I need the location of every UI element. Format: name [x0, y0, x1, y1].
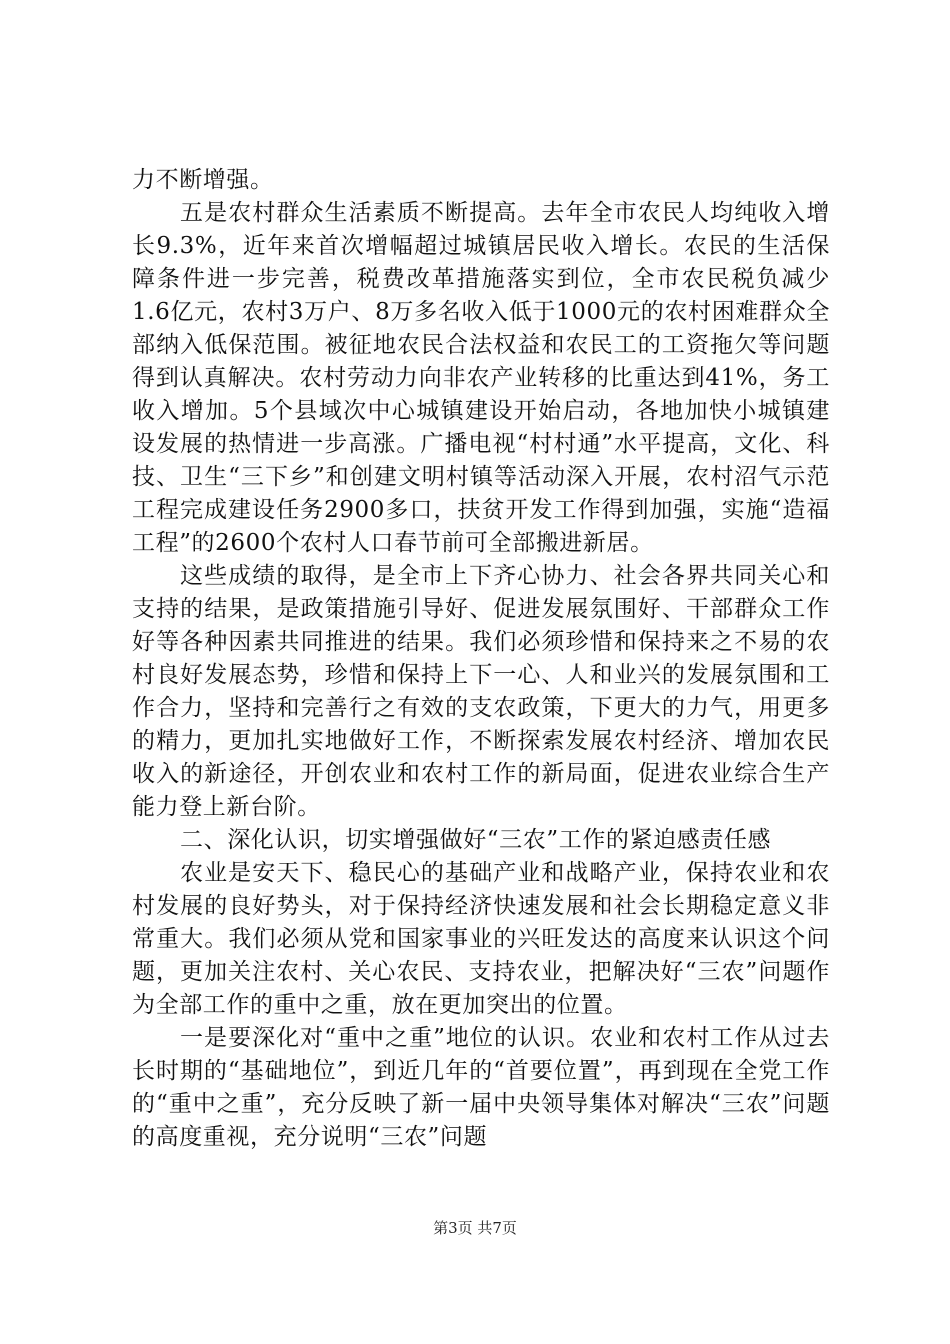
- paragraph-achievements-summary: 这些成绩的取得，是全市上下齐心协力、社会各界共同关心和支持的结果，是政策措施引导好、促进发展氛围好、干部群众工作好等各种因素共同推进的结果。我们必须珍惜和保持来之不易的农村良好发展态势，珍惜和保持上下一心、人和业兴的发展氛围和工作合力，坚持和完善行之有效的支农政策，下更大的力气，用更多的精力，更加扎实地做好工作，不断探索发展农村经济、增加农民收入的新途径，开创农业和农村工作的新局面，促进农业综合生产能力登上新台阶。: [132, 563, 830, 820]
- paragraph-continuation: 力不断增强。: [132, 167, 274, 193]
- document-body: [132, 164, 830, 1154]
- section-heading-two: 二、深化认识，切实增强做好“三农”工作的紧迫感责任感: [180, 827, 772, 853]
- paragraph-agriculture-foundation: 农业是安天下、稳民心的基础产业和战略产业，保持农业和农村发展的良好势头，对于保持经济快速发展和社会长期稳定意义非常重大。我们必须从党和国家事业的兴旺发达的高度来认识这个问题，更加关注农村、关心农民、支持农业，把解决好“三农”问题作为全部工作的重中之重，放在更加突出的位置。: [132, 860, 830, 1018]
- page-number-footer: 第3页 共7页: [433, 1219, 517, 1237]
- paragraph-priority-awareness: 一是要深化对“重中之重”地位的认识。农业和农村工作从过去长时期的“基础地位”，到近几年的“首要位置”，再到现在全党工作的“重中之重”，充分反映了新一届中央领导集体对解决“三农”问题的高度重视，充分说明“三农”问题: [132, 1025, 830, 1150]
- paragraph-rural-living-standards: 五是农村群众生活素质不断提高。去年全市农民人均纯收入增长9.3%，近年来首次增幅超过城镇居民收入增长。农民的生活保障条件进一步完善，税费改革措施落实到位，全市农民税负减少1.6亿元，农村3万户、8万多名收入低于1000元的农村困难群众全部纳入低保范围。被征地农民合法权益和农民工的工资拖欠等问题得到认真解决。农村劳动力向非农产业转移的比重达到41%，务工收入增加。5个县域次中心城镇建设开始启动，各地加快小城镇建设发展的热情进一步高涨。广播电视“村村通”水平提高，文化、科技、卫生“三下乡”和创建文明村镇等活动深入开展，农村沼气示范工程完成建设任务2900多口，扶贫开发工作得到加强，实施“造福工程”的2600个农村人口春节前可全部搬进新居。: [132, 200, 830, 556]
